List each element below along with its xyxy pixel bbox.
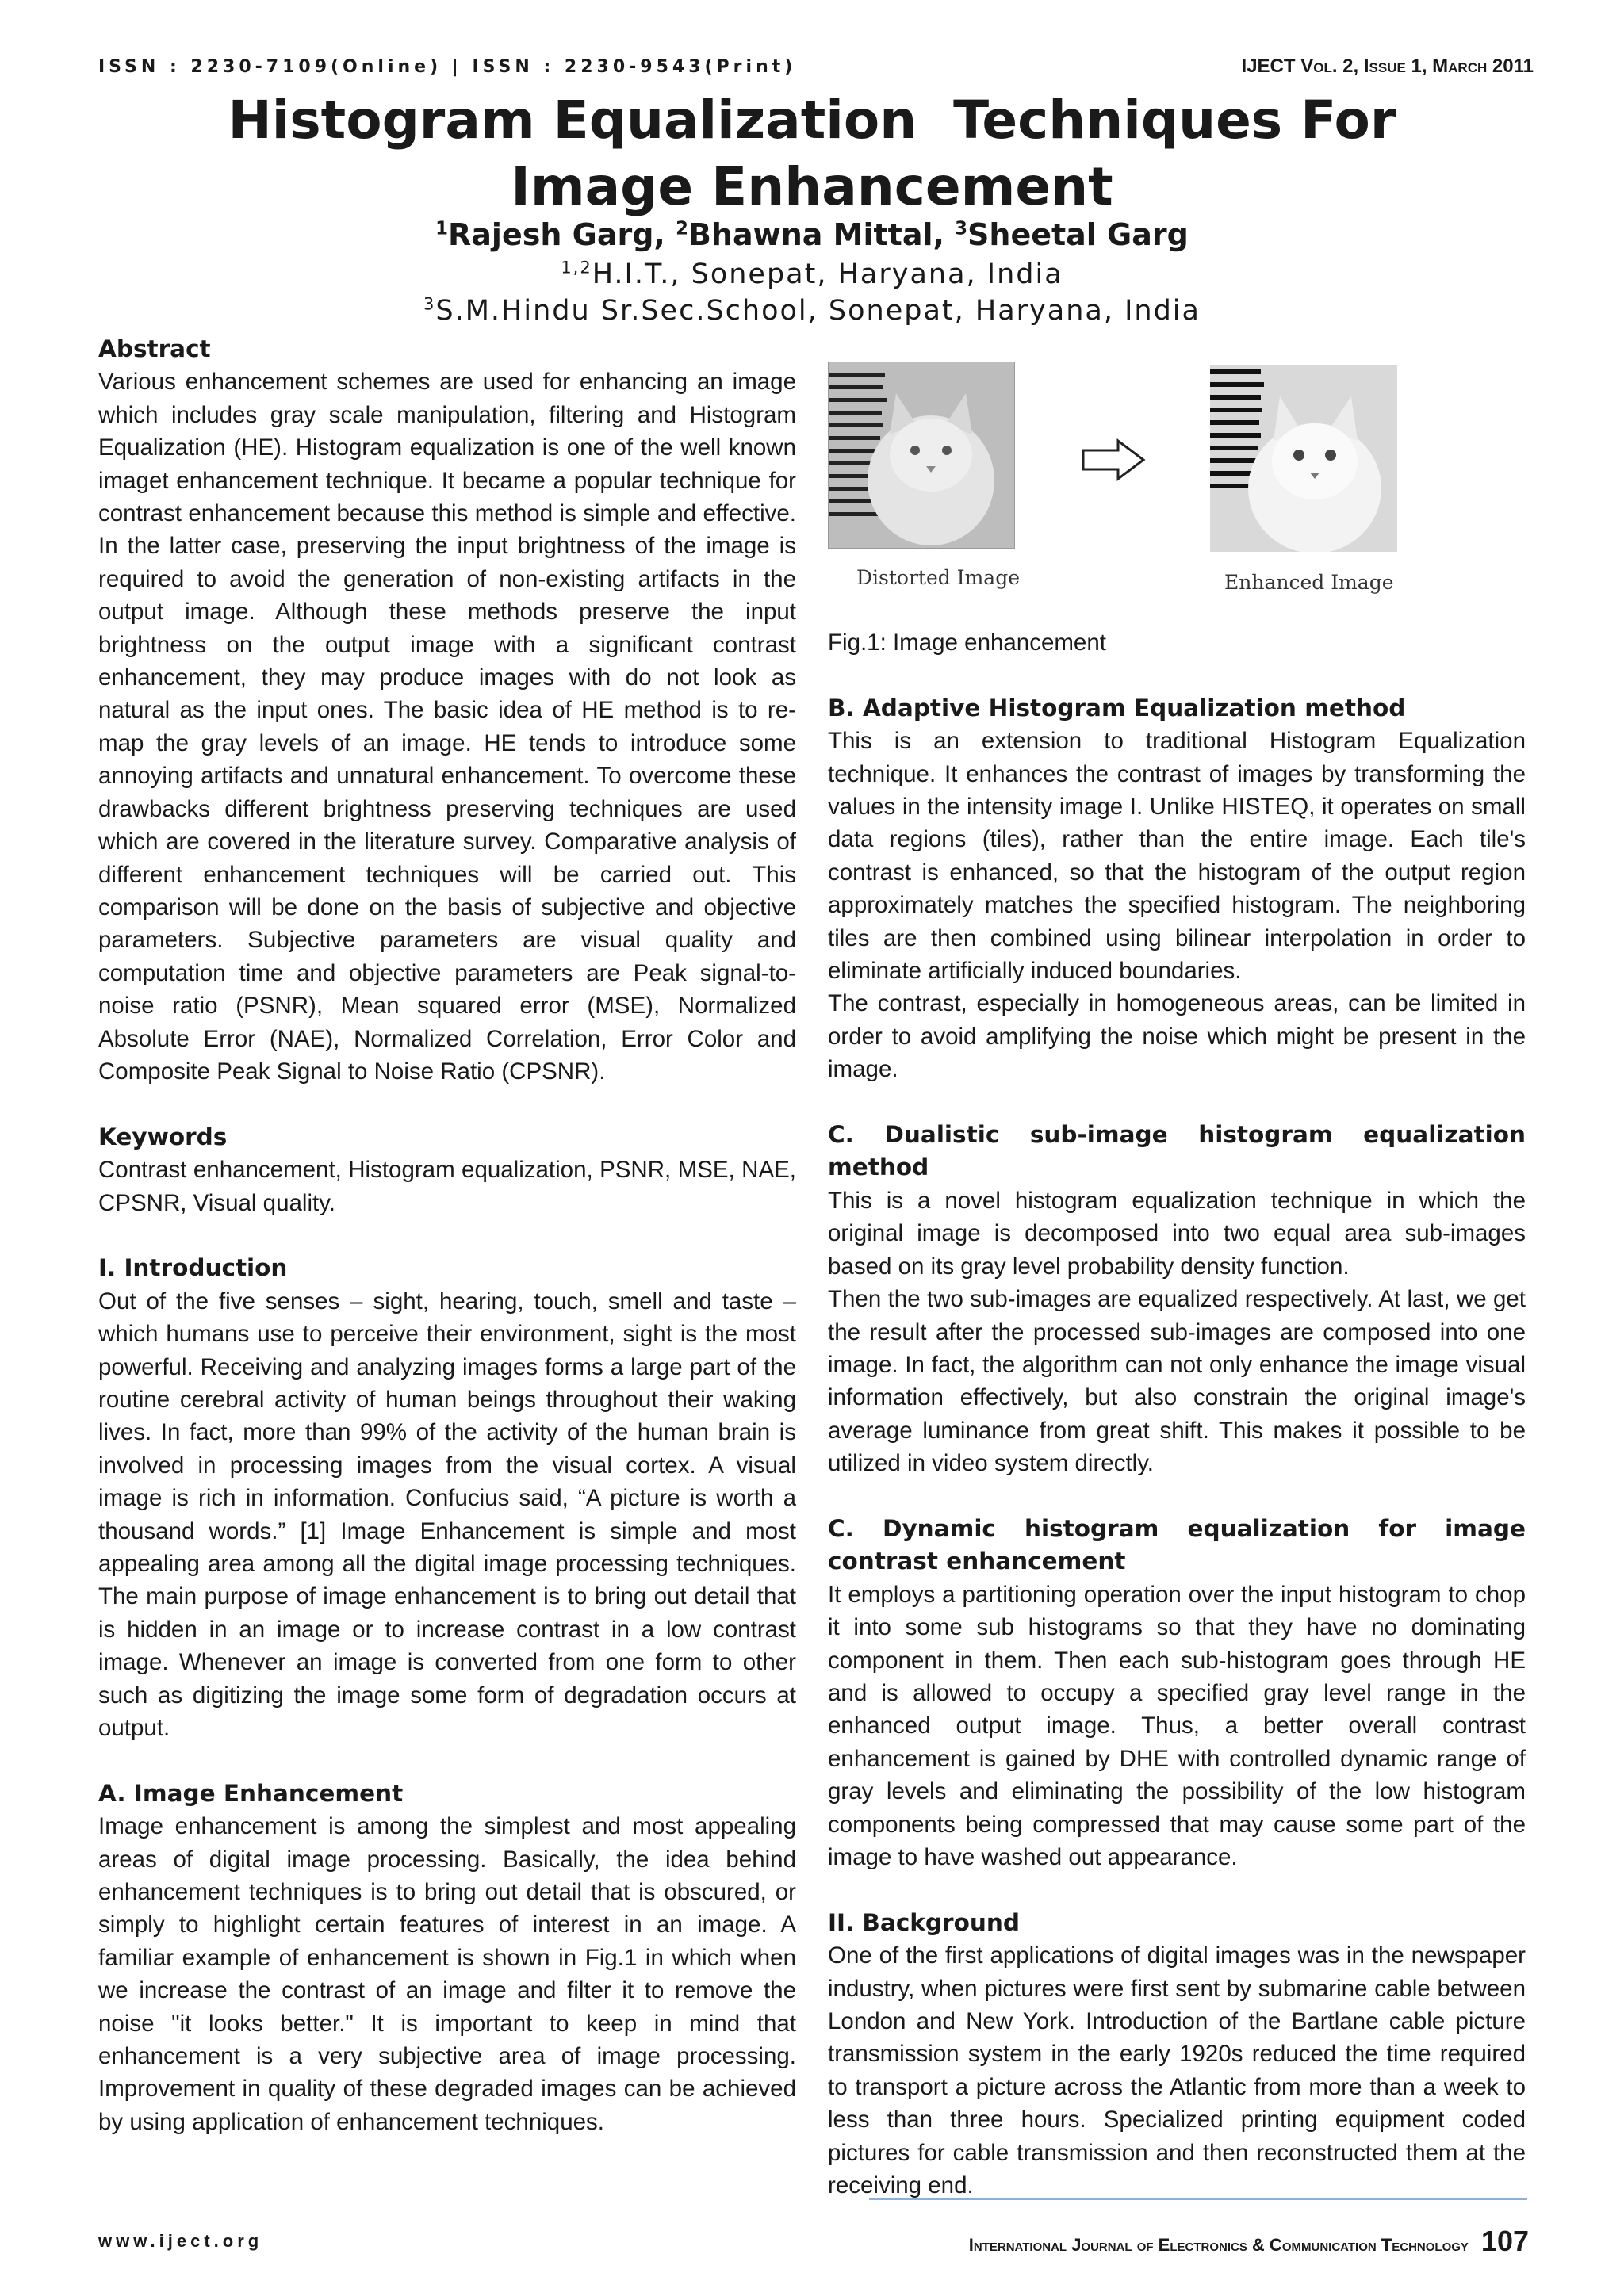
issn-header: ISSN : 2230-7109(Online) | ISSN : 2230-9543(Print) bbox=[98, 57, 797, 77]
affiliation-1 bbox=[0, 258, 1624, 290]
affiliation-1-text: H.I.T., Sonepat, Haryana, India bbox=[592, 258, 1063, 290]
page-number: 107 bbox=[1480, 2225, 1529, 2257]
dualistic-he-text-1: This is a novel histogram equalization technique in which the original image is decomposed into two equal area sub-images based on its gray level probability density function. bbox=[828, 1187, 1526, 1280]
author-1-mark: 1 bbox=[435, 218, 449, 239]
author-1: Rajesh Garg, bbox=[448, 217, 665, 252]
keywords-heading: Keywords bbox=[98, 1123, 228, 1150]
journal-issue-header: IJECT Vol. 2, Issue 1, March 2011 bbox=[1241, 55, 1534, 77]
arrow-right-icon bbox=[1080, 438, 1147, 482]
author-3: Sheetal Garg bbox=[967, 217, 1189, 252]
title-line-1: Histogram Equalization Techniques For bbox=[228, 90, 1396, 151]
abstract-heading: Abstract bbox=[98, 335, 211, 362]
paper-title bbox=[0, 87, 1624, 220]
background-text: One of the first applications of digital images was in the newspaper industry, when pictures were first sent by submarine cable between London and New York. Introduction of the Bartlane cable picture transmission system in the early 1920s reduced the time required to transport a picture across the Atlantic from more than a week to less than three hours. Specialized printing equipment coded pictures for cable transmission and then reconstructed them at the receiving end. bbox=[828, 1942, 1526, 2199]
dynamic-he-heading: C. Dynamic histogram equalization for image contrast enhancement bbox=[828, 1514, 1526, 1575]
distorted-cat-picture bbox=[828, 362, 1015, 549]
abstract-text: Various enhancement schemes are used for enhancing an image which includes gray scale manipulation, filtering and Histogram Equalization (HE). Histogram equalization is one of the well known imaget enhancement technique. It became a popular technique for contrast enhancement because this method is simple and effective. In the latter case, preserving the input brightness of the image is required to avoid the generation of non-existing artifacts in the output image. Although these methods preserve the input brightness on the output image with a significant contrast enhancement, they may produce images with do not look as natural as the input ones. The basic idea of HE method is to re-map the gray levels of an image. HE tends to introduce some annoying artifacts and unnatural enhancement. To overcome these drawbacks different brightness preserving techniques are used which are covered in the literature survey. Comparative analysis of different enhancement techniques will be carried out. This comparison will be done on the basis of subjective and objective parameters. Subjective parameters are visual quality and computation time and objective parameters are Peak signal-to-noise ratio (PSNR), Mean squared error (MSE), Normalized Absolute Error (NAE), Normalized Correlation, Error Color and Composite Peak Signal to Noise Ratio (CPSNR). bbox=[98, 369, 796, 1085]
affiliation-2-text: S.M.Hindu Sr.Sec.School, Sonepat, Haryana, India bbox=[435, 295, 1201, 327]
footer-journal bbox=[969, 2225, 1529, 2258]
dualistic-he-text-2: Then the two sub-images are equalized respectively. At last, we get the result after the processed sub-images are composed into one image. In fact, the algorithm can not only enhance the image visual information effectively, but also constrain the original image's average luminance from great shift. This makes it possible to be utilized in video system directly. bbox=[828, 1286, 1526, 1477]
enhanced-cat-picture bbox=[1210, 365, 1397, 552]
affiliation-2 bbox=[0, 295, 1624, 327]
author-2-mark: 2 bbox=[676, 218, 688, 239]
title-line-2: Image Enhancement bbox=[511, 156, 1113, 217]
enhanced-image bbox=[1210, 365, 1397, 552]
affiliation-1-mark: 1,2 bbox=[561, 258, 592, 277]
figure-1 bbox=[828, 362, 1526, 599]
keywords-text: Contrast enhancement, Histogram equalization, PSNR, MSE, NAE, CPSNR, Visual quality. bbox=[98, 1157, 796, 1216]
introduction-heading: I. Introduction bbox=[98, 1254, 288, 1282]
right-column bbox=[828, 626, 1526, 2202]
image-enhancement-heading: A. Image Enhancement bbox=[98, 1779, 404, 1807]
image-enhancement-text: Image enhancement is among the simplest and most appealing areas of digital image processing. Basically, the idea behind enhancement techniques is to bring out detail that is obscured, or simply to highlight certain features of interest in an image. A familiar example of enhancement is shown in Fig.1 in which when we increase the contrast of an image and filter it to remove the noise "it looks better." It is important to keep in mind that enhancement is a very subjective area of image processing. Improvement in quality of these degraded images can be achieved by using application of enhancement techniques. bbox=[98, 1813, 796, 2135]
affiliation-2-mark: 3 bbox=[423, 294, 436, 314]
footer-divider bbox=[869, 2198, 1527, 2200]
author-3-mark: 3 bbox=[955, 218, 968, 239]
adaptive-he-heading: B. Adaptive Histogram Equalization method bbox=[828, 694, 1406, 721]
footer-website[interactable]: www.iject.org bbox=[98, 2231, 263, 2251]
author-2: Bhawna Mittal, bbox=[688, 217, 944, 252]
introduction-text: Out of the five senses – sight, hearing, touch, smell and taste – which humans use to perceive their environment, sight is the most powerful. Receiving and analyzing images forms a large part of the routine cerebral activity of human beings throughout their waking lives. In fact, more than 99% of the activity of the human brain is involved in processing images from the visual cortex. A visual image is rich in information. Confucius said, “A picture is worth a thousand words.” [1] Image Enhancement is simple and most appealing area among all the digital image processing techniques. The main purpose of image enhancement is to bring out detail that is hidden in an image or to increase contrast in a low contrast image. Whenever an image is converted from one form to other such as digitizing the image some form of degradation occurs at output. bbox=[98, 1288, 796, 1742]
distorted-image bbox=[828, 362, 1015, 549]
footer-journal-name: International Journal of Electronics & Communication Technology bbox=[968, 2235, 1469, 2255]
left-column bbox=[98, 333, 796, 2138]
enhanced-image-caption: Enhanced Image bbox=[1224, 571, 1394, 594]
figure-1-title: Fig.1: Image enhancement bbox=[828, 629, 1106, 656]
dualistic-he-heading: C. Dualistic sub-image histogram equalization method bbox=[828, 1121, 1526, 1181]
adaptive-he-text-1: This is an extension to traditional Histogram Equalization technique. It enhances the contrast of images by transforming the values in the intensity image I. Unlike HISTEQ, it operates on small data regions (tiles), rather than the entire image. Each tile's contrast is enhanced, so that the histogram of the output region approximately matches the specified histogram. The neighboring tiles are then combined using bilinear interpolation in order to eliminate artificially induced boundaries. bbox=[828, 728, 1526, 985]
dynamic-he-text: It employs a partitioning operation over the input histogram to chop it into some sub histograms so that they have no dominating component in them. Then each sub-histogram goes through HE and is allowed to occupy a specified gray level range in the enhanced output image. Thus, a better overall contrast enhancement is gained by DHE with controlled dynamic range of gray levels and eliminating the possibility of the low histogram components being compressed that may cause some part of the image to have washed out appearance. bbox=[828, 1581, 1526, 1870]
background-heading: II. Background bbox=[828, 1908, 1020, 1936]
adaptive-he-text-2: The contrast, especially in homogeneous areas, can be limited in order to avoid amplifying the noise which might be present in the image. bbox=[828, 990, 1526, 1083]
distorted-image-caption: Distorted Image bbox=[856, 566, 1020, 589]
author-list bbox=[0, 217, 1624, 252]
